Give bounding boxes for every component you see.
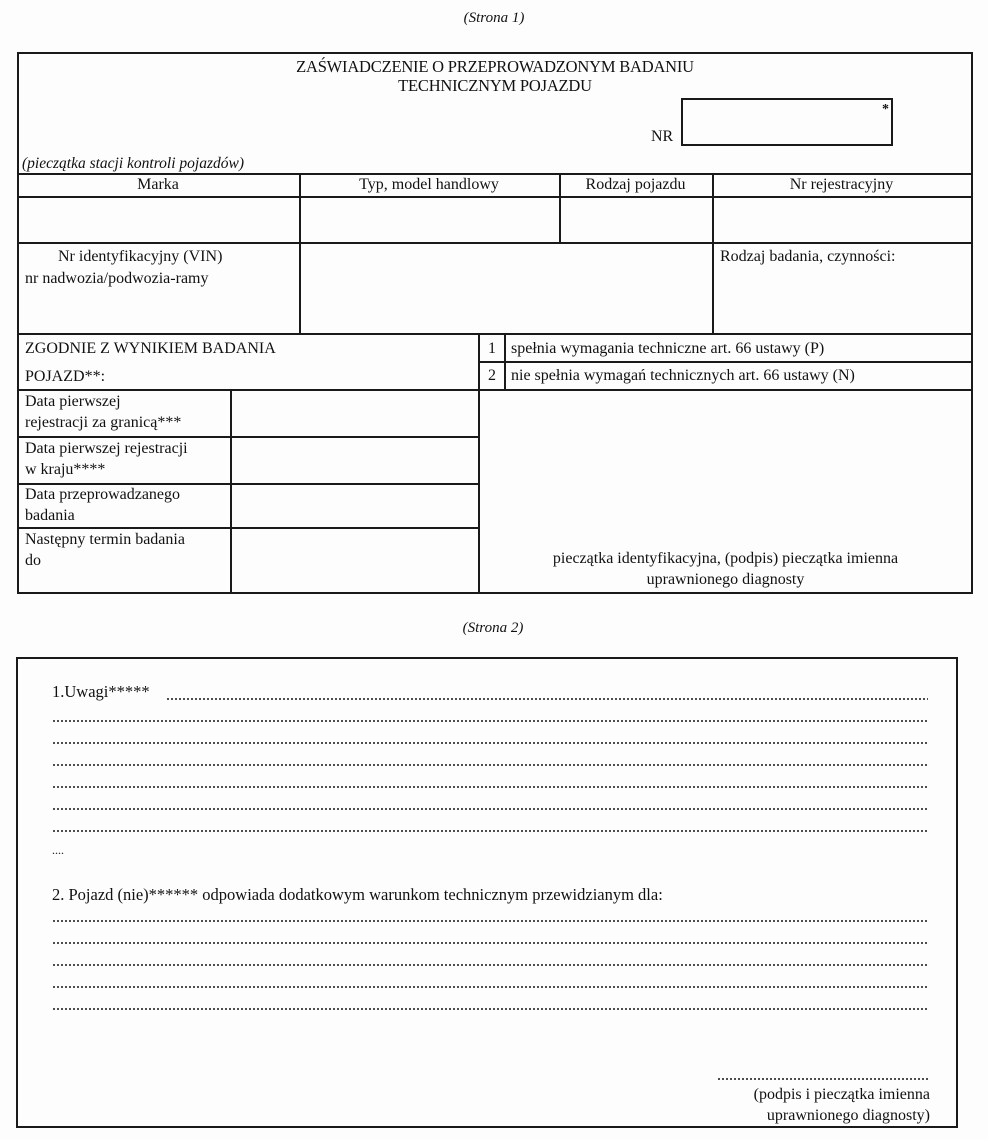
- row-line: [17, 242, 973, 244]
- row-line: [17, 436, 480, 438]
- additional-conditions-label: 2. Pojazd (nie)****** odpowiada dodatkowym warunkom technicznym przewidzianym dla:: [52, 885, 663, 904]
- form-title-line1: ZAŚWIADCZENIE O PRZEPROWADZONYM BADANIU: [296, 57, 694, 76]
- date-label-line2: badania: [25, 507, 75, 524]
- result-option-text: nie spełnia wymagań technicznych art. 66 ustawy (N): [511, 367, 855, 384]
- row-line: [17, 196, 973, 198]
- signature-label-line2: uprawnionego diagnosty: [646, 571, 805, 588]
- border-bottom: [17, 592, 973, 594]
- date-label-line1: Data pierwszej: [25, 393, 121, 410]
- conditions-line[interactable]: [52, 920, 928, 922]
- result-option-number: 2: [488, 367, 496, 384]
- page-2-label: (Strona 2): [462, 620, 524, 636]
- col-line: [712, 173, 714, 335]
- conditions-line[interactable]: [52, 964, 928, 966]
- row-line: [478, 361, 973, 363]
- signature-label-line2: uprawnionego diagnosty): [766, 1107, 930, 1124]
- remarks-line[interactable]: [166, 698, 928, 700]
- row-line: [17, 483, 480, 485]
- result-label-line2: POJAZD**:: [25, 368, 106, 385]
- col-line: [504, 333, 506, 391]
- remarks-label: 1.Uwagi*****: [52, 682, 150, 701]
- border-right: [956, 657, 958, 1128]
- date-label-line2: w kraju****: [25, 461, 106, 478]
- header-rodzaj: Rodzaj pojazdu: [585, 176, 686, 193]
- row-line: [17, 527, 480, 529]
- vin-label-line2: nr nadwozia/podwozia-ramy: [25, 270, 209, 287]
- row-line: [17, 173, 973, 175]
- date-label-line1: Następny termin badania: [25, 531, 185, 548]
- remarks-line[interactable]: [52, 808, 928, 810]
- date-label-line2: rejestracji za granicą***: [25, 414, 182, 431]
- border-bottom: [16, 1126, 958, 1128]
- signature-label-line1: pieczątka identyfikacyjna, (podpis) pieczątka imienna: [552, 550, 899, 567]
- conditions-line[interactable]: [52, 986, 928, 988]
- remarks-line[interactable]: [52, 830, 928, 832]
- form-title-line2: TECHNICZNYM POJAZDU: [398, 76, 592, 95]
- page-1-label: (Strona 1): [463, 10, 525, 26]
- remarks-line[interactable]: [52, 786, 928, 788]
- result-label-line1: ZGODNIE Z WYNIKIEM BADANIA: [25, 340, 276, 357]
- remarks-line[interactable]: [52, 764, 928, 766]
- col-line: [299, 173, 301, 335]
- border-left: [16, 657, 18, 1128]
- nr-field[interactable]: [681, 98, 893, 146]
- border-left: [17, 52, 19, 594]
- result-option-text: spełnia wymagania techniczne art. 66 ustawy (P): [511, 340, 825, 357]
- vin-label-line1: Nr identyfikacyjny (VIN): [58, 248, 223, 265]
- conditions-line[interactable]: [52, 1008, 928, 1010]
- header-typ: Typ, model handlowy: [359, 176, 499, 193]
- header-nr-rej: Nr rejestracyjny: [789, 176, 894, 193]
- border-top: [16, 657, 958, 659]
- date-label-line1: Data pierwszej rejestracji: [25, 440, 188, 457]
- remarks-line[interactable]: [52, 720, 928, 722]
- date-label-line2: do: [25, 552, 41, 569]
- col-line: [230, 389, 232, 594]
- remarks-line[interactable]: [52, 742, 928, 744]
- result-option-number: 1: [488, 340, 496, 357]
- remarks-tail: ....: [52, 843, 64, 857]
- header-marka: Marka: [137, 176, 179, 193]
- border-top: [17, 52, 973, 54]
- signature-label-line1: (podpis i pieczątka imienna: [753, 1086, 930, 1103]
- nr-label: NR: [651, 128, 674, 145]
- nr-asterisk: *: [882, 102, 889, 117]
- border-right: [971, 52, 973, 594]
- station-stamp-label: (pieczątka stacji kontroli pojazdów): [22, 155, 244, 172]
- date-label-line1: Data przeprowadzanego: [25, 486, 181, 503]
- inspection-type-label: Rodzaj badania, czynności:: [720, 248, 896, 265]
- conditions-line[interactable]: [52, 942, 928, 944]
- signature-line[interactable]: [717, 1078, 929, 1080]
- row-line: [17, 333, 973, 335]
